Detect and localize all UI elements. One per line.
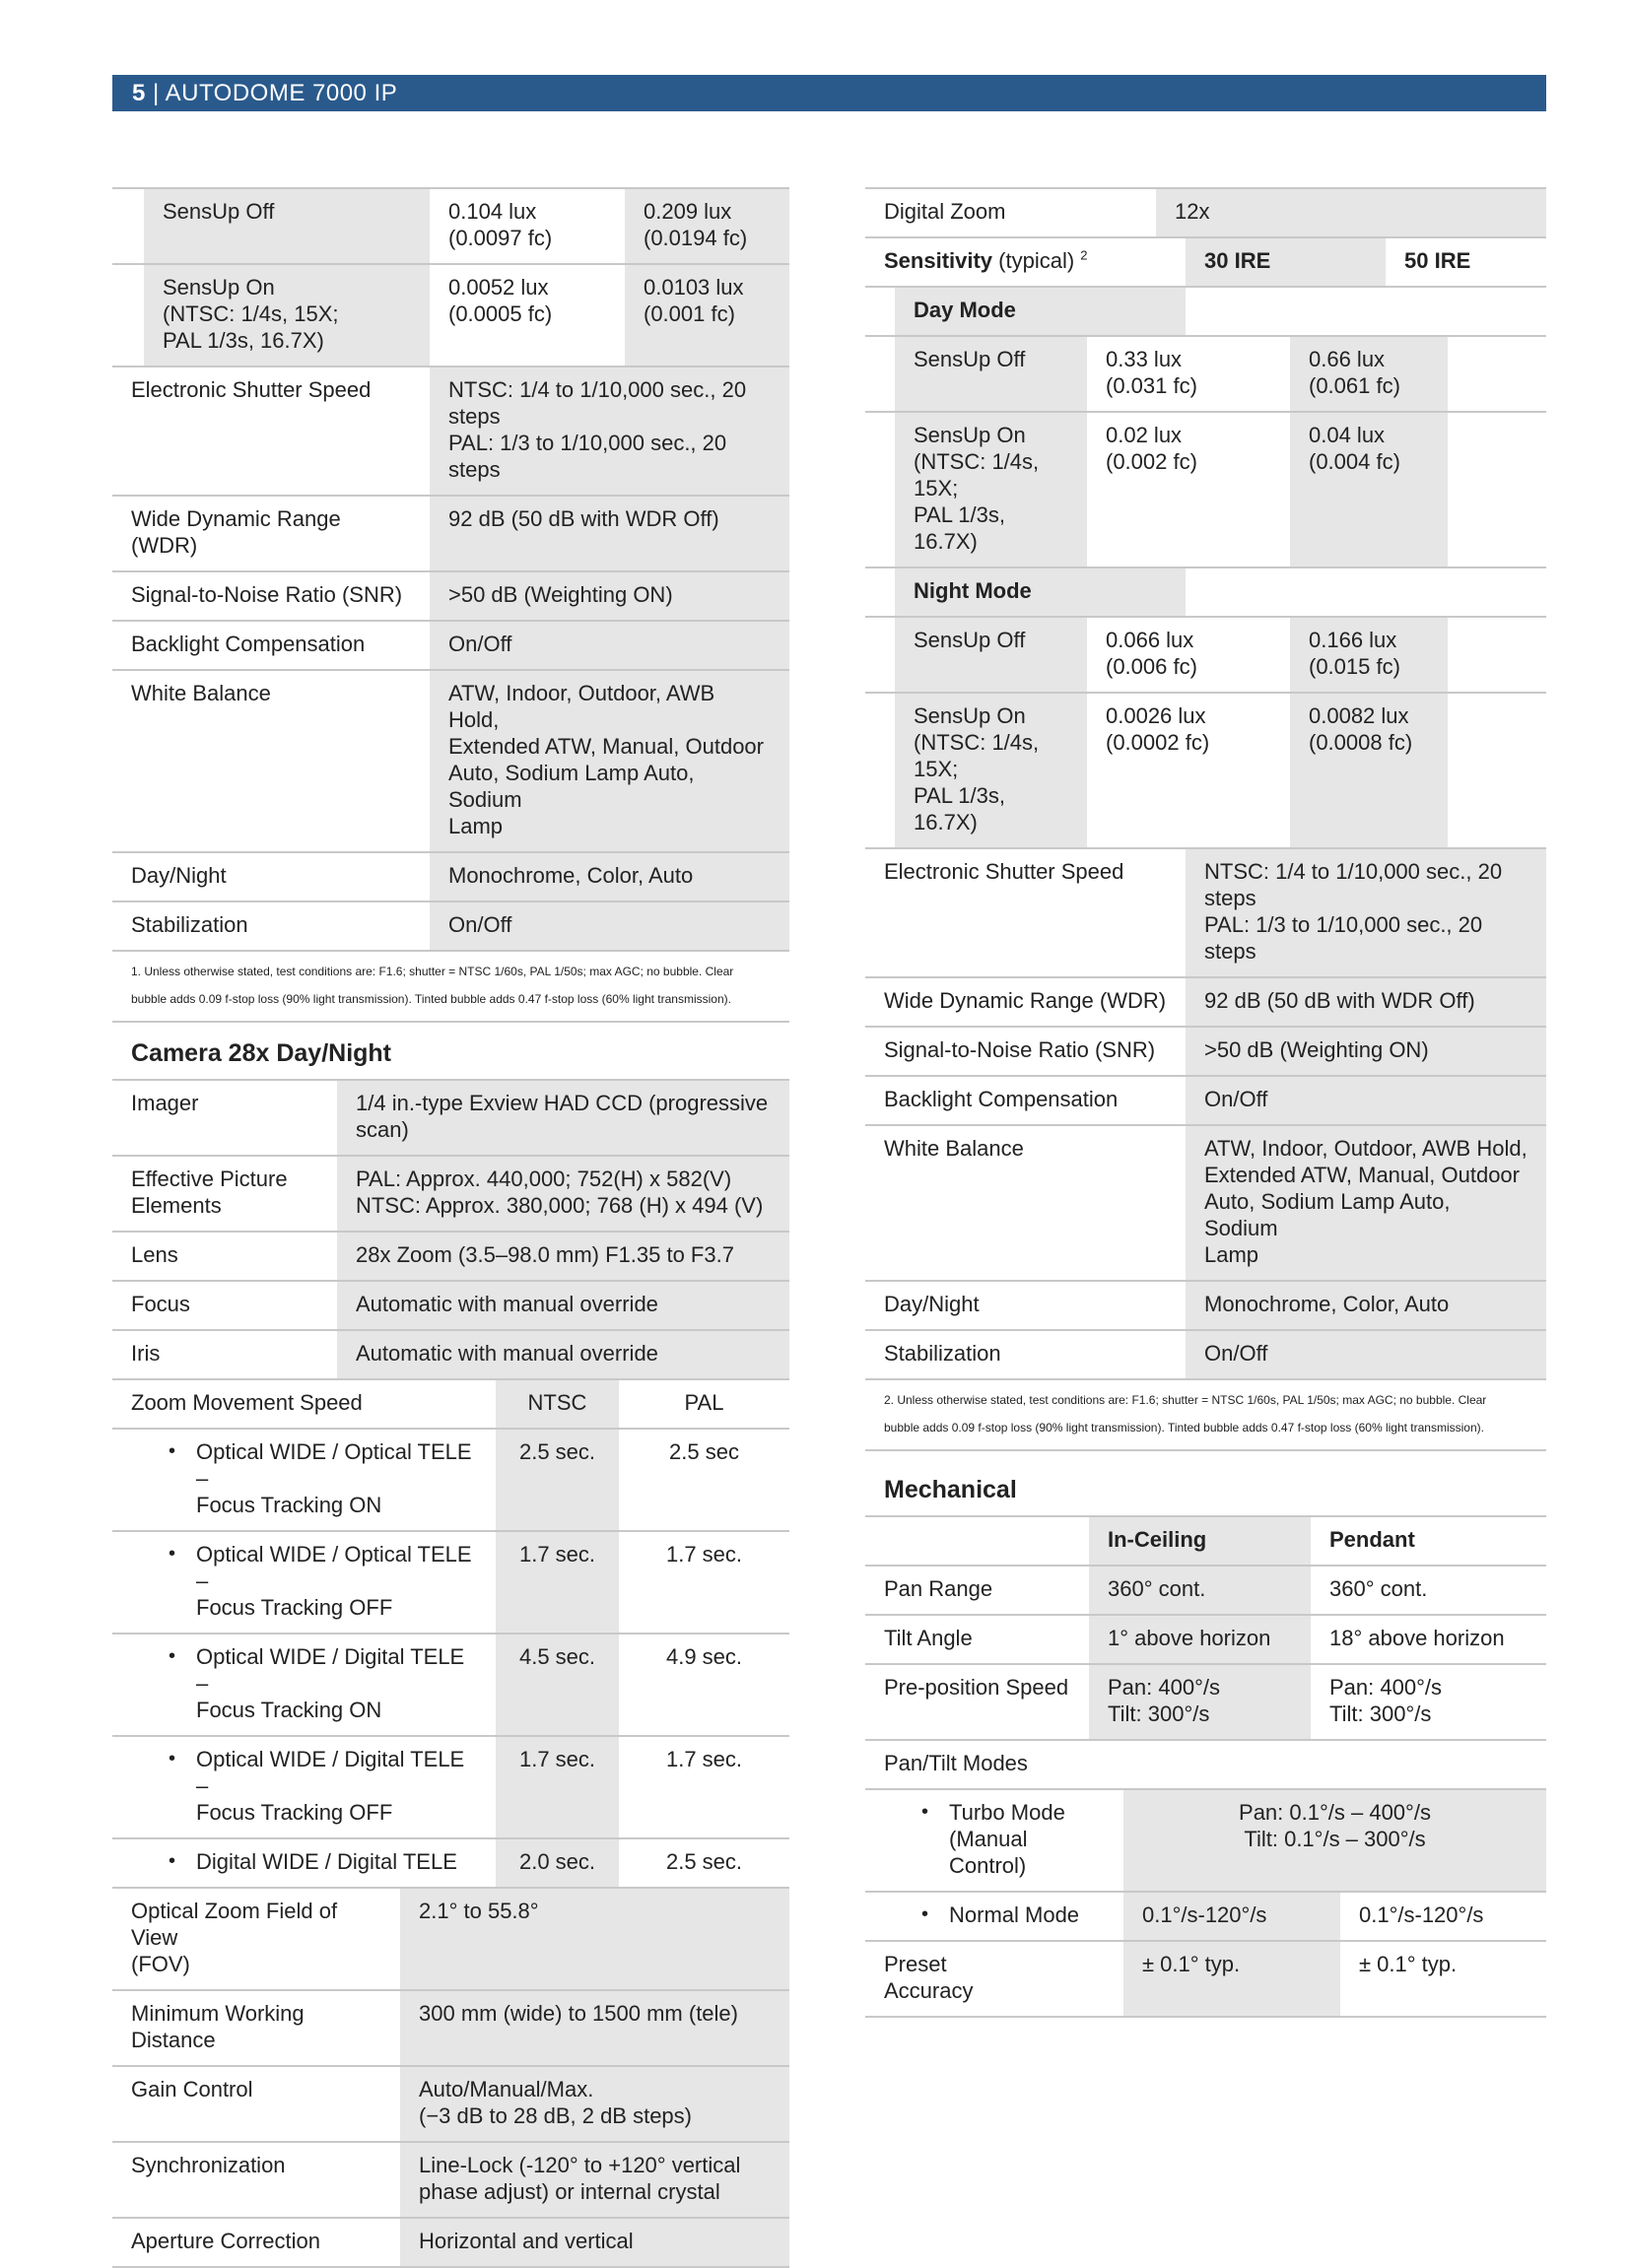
- row-label: Day/Night: [112, 853, 430, 901]
- table-row: [865, 978, 1546, 1028]
- row-value: On/Off: [430, 902, 789, 950]
- table-row: [112, 902, 789, 952]
- value-in-ceiling: 360° cont.: [1089, 1567, 1311, 1614]
- table-row: [112, 1331, 789, 1380]
- zoom-row-ntsc: 4.5 sec.: [496, 1634, 619, 1735]
- row-value: Monochrome, Color, Auto: [1186, 1282, 1546, 1329]
- table-row: [865, 1616, 1546, 1665]
- row-label: Lens: [112, 1233, 337, 1280]
- row-label: Stabilization: [112, 902, 430, 950]
- row-label: Optical Zoom Field of View (FOV): [112, 1889, 400, 1989]
- normal-mode-in-ceiling: 0.1°/s-120°/s: [1123, 1893, 1340, 1940]
- value-high: 0.0103 lux (0.001 fc): [625, 265, 789, 366]
- empty-cell: [1186, 568, 1546, 616]
- indent-spacer: [865, 694, 895, 847]
- table-row: [865, 1331, 1546, 1380]
- row-label: White Balance: [865, 1126, 1186, 1280]
- table-row: [112, 497, 789, 572]
- row-value: 300 mm (wide) to 1500 mm (tele): [400, 1991, 789, 2065]
- row-value: NTSC: 1/4 to 1/10,000 sec., 20 steps PAL: 1/3 to 1/10,000 sec., 20 steps: [1186, 849, 1546, 976]
- table-row: [112, 1430, 789, 1532]
- table-row: [865, 618, 1546, 694]
- table-row: [112, 1737, 789, 1839]
- table-row: [112, 367, 789, 497]
- value-low: 0.104 lux (0.0097 fc): [430, 189, 625, 263]
- row-label: Iris: [112, 1331, 337, 1378]
- row-label: Focus: [112, 1282, 337, 1329]
- value-30ire: 0.0026 lux (0.0002 fc): [1087, 694, 1290, 847]
- value-pendant: Pan: 400°/s Tilt: 300°/s: [1311, 1665, 1546, 1739]
- zoom-header-ntsc: NTSC: [496, 1380, 619, 1428]
- value-pendant: 360° cont.: [1311, 1567, 1546, 1614]
- sensitivity-word: Sensitivity: [884, 248, 993, 273]
- table-row: [112, 1157, 789, 1233]
- indent-spacer: [865, 413, 895, 567]
- row-label: Synchronization: [112, 2143, 400, 2217]
- col-30ire: 30 IRE: [1186, 238, 1386, 286]
- zoom-row-pal: 4.9 sec.: [619, 1634, 789, 1735]
- table-row: [112, 1233, 789, 1282]
- row-value: On/Off: [1186, 1077, 1546, 1124]
- row-label: SensUp Off: [895, 337, 1087, 411]
- row-value: >50 dB (Weighting ON): [1186, 1028, 1546, 1075]
- section-title-camera: Camera 28x Day/Night: [112, 1023, 789, 1081]
- page-number: 5: [132, 80, 146, 106]
- turbo-mode-value: Pan: 0.1°/s – 400°/s Tilt: 0.1°/s – 300°/s: [1123, 1790, 1546, 1891]
- row-value: 92 dB (50 dB with WDR Off): [1186, 978, 1546, 1026]
- col-pendant: Pendant: [1311, 1517, 1546, 1565]
- row-label: Aperture Correction: [112, 2219, 400, 2266]
- mech-header-row: [865, 1517, 1546, 1567]
- row-label: SensUp On (NTSC: 1/4s, 15X; PAL 1/3s, 16.7X): [895, 694, 1087, 847]
- footnote-ref: 2: [1080, 247, 1088, 263]
- zoom-row-label: • Digital WIDE / Digital TELE: [112, 1839, 496, 1887]
- normal-mode-label: • Normal Mode: [865, 1893, 1123, 1940]
- value-in-ceiling: Pan: 400°/s Tilt: 300°/s: [1089, 1665, 1311, 1739]
- sensitivity-suffix: (typical): [992, 248, 1081, 273]
- row-value: 92 dB (50 dB with WDR Off): [430, 497, 789, 570]
- zoom-row-label: • Optical WIDE / Digital TELE – Focus Tracking OFF: [112, 1737, 496, 1837]
- row-label: SensUp Off: [895, 618, 1087, 692]
- zoom-row-pal: 1.7 sec.: [619, 1737, 789, 1837]
- value-50ire: 0.04 lux (0.004 fc): [1290, 413, 1448, 567]
- value-pendant: 18° above horizon: [1311, 1616, 1546, 1663]
- zoom-header-pal: PAL: [619, 1380, 789, 1428]
- table-row: [865, 694, 1546, 849]
- footnote: 2. Unless otherwise stated, test conditions are: F1.6; shutter = NTSC 1/60s, PAL 1/50s; max AGC; no bubble. Clear bubble adds 0.09 f-stop loss (90% light transmission). Tinted bubble adds 0.47 f-stop loss (60% light transmission).: [865, 1380, 1546, 1451]
- row-label: Wide Dynamic Range (WDR): [112, 497, 430, 570]
- row-value: Automatic with manual override: [337, 1282, 789, 1329]
- row-label: SensUp On (NTSC: 1/4s, 15X; PAL 1/3s, 16.7X): [144, 265, 430, 366]
- value-low: 0.0052 lux (0.0005 fc): [430, 265, 625, 366]
- zoom-header-row: [112, 1380, 789, 1430]
- row-label: White Balance: [112, 671, 430, 851]
- night-mode-label: Night Mode: [895, 568, 1186, 616]
- document-title: AUTODOME 7000 IP: [165, 80, 398, 106]
- row-label: SensUp On (NTSC: 1/4s, 15X; PAL 1/3s, 16.7X): [895, 413, 1087, 567]
- table-row: [112, 671, 789, 853]
- row-label: Pre-position Speed: [865, 1665, 1089, 1739]
- table-row: [865, 337, 1546, 413]
- row-value: Horizontal and vertical: [400, 2219, 789, 2266]
- row-value: Automatic with manual override: [337, 1331, 789, 1378]
- table-row: [865, 1942, 1546, 2018]
- row-label: Digital Zoom: [865, 189, 1156, 236]
- preset-accuracy-pendant: ± 0.1° typ.: [1340, 1942, 1546, 2016]
- row-label: Gain Control: [112, 2067, 400, 2141]
- sensitivity-header-row: [865, 238, 1546, 288]
- indent-spacer: [865, 618, 895, 692]
- table-row: [865, 1790, 1546, 1893]
- zoom-header-label: Zoom Movement Speed: [112, 1380, 496, 1428]
- row-label: Electronic Shutter Speed: [112, 367, 430, 495]
- header-separator: |: [153, 80, 160, 106]
- table-row: [865, 413, 1546, 568]
- value-30ire: 0.02 lux (0.002 fc): [1087, 413, 1290, 567]
- table-row: [112, 1991, 789, 2067]
- zoom-row-ntsc: 2.0 sec.: [496, 1839, 619, 1887]
- zoom-row-pal: 2.5 sec.: [619, 1839, 789, 1887]
- table-row: [112, 2143, 789, 2219]
- zoom-row-ntsc: 1.7 sec.: [496, 1532, 619, 1633]
- footnote: 1. Unless otherwise stated, test conditions are: F1.6; shutter = NTSC 1/60s, PAL 1/50s; max AGC; no bubble. Clear bubble adds 0.09 f-stop loss (90% light transmission). Tinted bubble adds 0.47 f-stop loss (60% light transmission).: [112, 952, 789, 1023]
- row-label: Wide Dynamic Range (WDR): [865, 978, 1186, 1026]
- value-50ire: 0.0082 lux (0.0008 fc): [1290, 694, 1448, 847]
- table-row: [112, 187, 789, 265]
- value-high: 0.209 lux (0.0194 fc): [625, 189, 789, 263]
- col-50ire: 50 IRE: [1386, 238, 1546, 286]
- empty-cell: [1186, 288, 1546, 335]
- turbo-mode-label: • Turbo Mode (Manual Control): [865, 1790, 1123, 1891]
- row-value: 28x Zoom (3.5–98.0 mm) F1.35 to F3.7: [337, 1233, 789, 1280]
- table-row: [112, 1634, 789, 1737]
- table-row: [865, 1665, 1546, 1741]
- table-row: [865, 1893, 1546, 1942]
- row-value: 2.1° to 55.8°: [400, 1889, 789, 1989]
- section-title-mechanical: Mechanical: [865, 1451, 1546, 1517]
- row-value: ATW, Indoor, Outdoor, AWB Hold, Extended ATW, Manual, Outdoor Auto, Sodium Lamp Auto, Sodium Lamp: [430, 671, 789, 851]
- sensitivity-label: [865, 238, 1186, 286]
- row-value: Monochrome, Color, Auto: [430, 853, 789, 901]
- zoom-row-label: • Optical WIDE / Optical TELE – Focus Tracking ON: [112, 1430, 496, 1530]
- preset-accuracy-in-ceiling: ± 0.1° typ.: [1123, 1942, 1340, 2016]
- row-value: PAL: Approx. 440,000; 752(H) x 582(V) NTSC: Approx. 380,000; 768 (H) x 494 (V): [337, 1157, 789, 1231]
- col-in-ceiling: In-Ceiling: [1089, 1517, 1311, 1565]
- preset-accuracy-label: Preset Accuracy: [865, 1942, 1123, 2016]
- table-row: [865, 187, 1546, 238]
- value-in-ceiling: 1° above horizon: [1089, 1616, 1311, 1663]
- row-label: Day/Night: [865, 1282, 1186, 1329]
- table-row: [112, 1532, 789, 1634]
- value-50ire: 0.166 lux (0.015 fc): [1290, 618, 1448, 692]
- page-header: [112, 75, 1546, 111]
- table-row: [112, 572, 789, 622]
- empty-cell: [865, 1517, 1089, 1565]
- row-value: >50 dB (Weighting ON): [430, 572, 789, 620]
- table-row: [112, 2067, 789, 2143]
- zoom-row-ntsc: 1.7 sec.: [496, 1737, 619, 1837]
- zoom-row-label: • Optical WIDE / Optical TELE – Focus Tracking OFF: [112, 1532, 496, 1633]
- table-row: [112, 1889, 789, 1991]
- row-label: Pan Range: [865, 1567, 1089, 1614]
- table-row: [112, 853, 789, 902]
- table-row: [112, 265, 789, 367]
- value-30ire: 0.33 lux (0.031 fc): [1087, 337, 1290, 411]
- pan-tilt-modes-label: Pan/Tilt Modes: [865, 1741, 1546, 1788]
- zoom-row-pal: 1.7 sec.: [619, 1532, 789, 1633]
- mode-row: [865, 568, 1546, 618]
- row-value: Auto/Manual/Max. (−3 dB to 28 dB, 2 dB steps): [400, 2067, 789, 2141]
- row-value: On/Off: [430, 622, 789, 669]
- table-row: [865, 1282, 1546, 1331]
- zoom-row-label: • Optical WIDE / Digital TELE – Focus Tracking ON: [112, 1634, 496, 1735]
- row-value: ATW, Indoor, Outdoor, AWB Hold, Extended ATW, Manual, Outdoor Auto, Sodium Lamp Auto, Sodium Lamp: [1186, 1126, 1546, 1280]
- left-column: [112, 187, 789, 2268]
- row-label: Signal-to-Noise Ratio (SNR): [865, 1028, 1186, 1075]
- row-value: 1/4 in.-type Exview HAD CCD (progressive scan): [337, 1081, 789, 1155]
- table-row: [112, 1839, 789, 1889]
- row-value: Line-Lock (-120° to +120° vertical phase adjust) or internal crystal: [400, 2143, 789, 2217]
- row-value: NTSC: 1/4 to 1/10,000 sec., 20 steps PAL: 1/3 to 1/10,000 sec., 20 steps: [430, 367, 789, 495]
- table-row: [865, 1741, 1546, 1790]
- table-row: [112, 622, 789, 671]
- row-label: Backlight Compensation: [865, 1077, 1186, 1124]
- row-label: Minimum Working Distance: [112, 1991, 400, 2065]
- table-row: [865, 849, 1546, 978]
- table-row: [865, 1567, 1546, 1616]
- mode-row: [865, 288, 1546, 337]
- zoom-row-pal: 2.5 sec: [619, 1430, 789, 1530]
- row-label: Electronic Shutter Speed: [865, 849, 1186, 976]
- normal-mode-pendant: 0.1°/s-120°/s: [1340, 1893, 1546, 1940]
- row-label: Backlight Compensation: [112, 622, 430, 669]
- value-30ire: 0.066 lux (0.006 fc): [1087, 618, 1290, 692]
- row-label: Tilt Angle: [865, 1616, 1089, 1663]
- row-label: SensUp Off: [144, 189, 430, 263]
- table-row: [112, 1282, 789, 1331]
- day-mode-label: Day Mode: [895, 288, 1186, 335]
- table-row: [112, 2219, 789, 2268]
- row-label: Stabilization: [865, 1331, 1186, 1378]
- row-label: Imager: [112, 1081, 337, 1155]
- row-value: On/Off: [1186, 1331, 1546, 1378]
- zoom-row-ntsc: 2.5 sec.: [496, 1430, 619, 1530]
- value-50ire: 0.66 lux (0.061 fc): [1290, 337, 1448, 411]
- right-column: [865, 187, 1546, 2018]
- table-row: [112, 1081, 789, 1157]
- row-value: 12x: [1156, 189, 1546, 236]
- row-label: Effective Picture Elements: [112, 1157, 337, 1231]
- row-label: Signal-to-Noise Ratio (SNR): [112, 572, 430, 620]
- table-row: [865, 1028, 1546, 1077]
- indent-spacer: [865, 337, 895, 411]
- table-row: [865, 1126, 1546, 1282]
- table-row: [865, 1077, 1546, 1126]
